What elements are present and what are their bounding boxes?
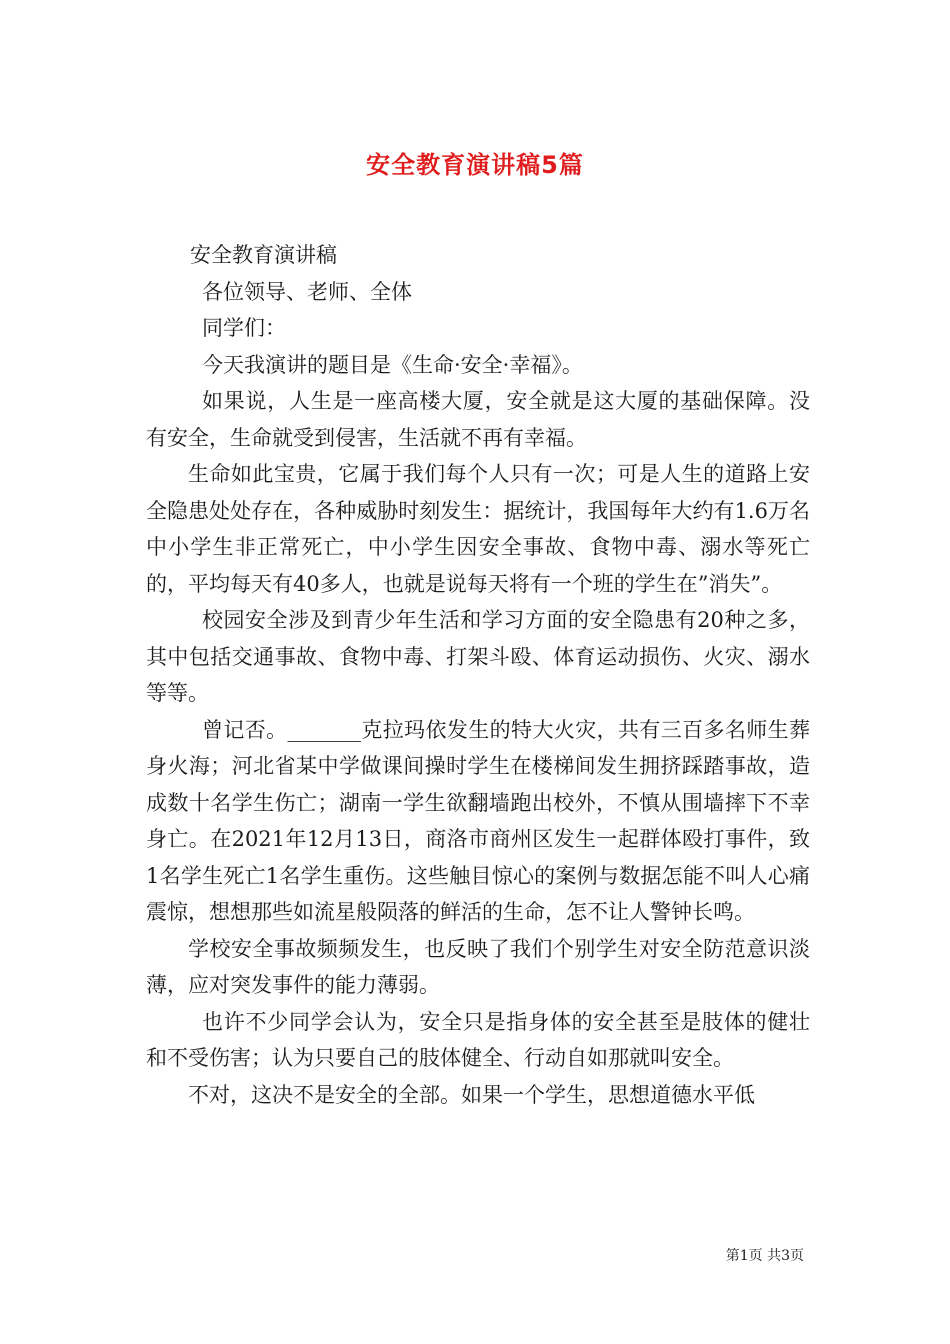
salutation-line-1: 各位领导、老师、全体 xyxy=(202,279,412,304)
page-indicator: 第1页 共3页 xyxy=(725,1248,804,1264)
paragraph-misconception: 也许不少同学会认为，安全只是指身体的安全甚至是肢体的健壮和不受伤害；认为只要自己的肢体健全、行动自如那就叫安全。 xyxy=(146,1009,810,1070)
paragraph-cases: 曾记否。_______克拉玛依发生的特大火灾，共有三百多名师生葬身火海；河北省某中学做课间操时学生在楼梯间发生拥挤踩踏事故，造成数十名学生伤亡；湖南一学生欲翻墙跑出校外，不慎从围墙摔下不幸身亡。在2021年12月13日，商洛市商州区发生一起群体殴打事件，致1名学生死亡1名学生重伤。这些触目惊心的案例与数据怎能不叫人心痛震惊，想想那些如流星般陨落的鲜活的生命，怎不让人警钟长鸣。 xyxy=(146,717,810,924)
speech-heading: 安全教育演讲稿 xyxy=(190,243,337,267)
paragraph-campus-safety: 校园安全涉及到青少年生活和学习方面的安全隐患有20种之多，其中包括交通事故、食物中毒、打架斗殴、体育运动损伤、火灾、溺水等等。 xyxy=(146,608,810,705)
paragraph-topic: 今天我演讲的题目是《生命·安全·幸福》。 xyxy=(202,352,583,377)
document-body xyxy=(146,237,810,1113)
paragraph-rebuttal: 不对，这决不是安全的全部。如果一个学生，思想道德水平低 xyxy=(188,1082,755,1107)
paragraph-statistics: 生命如此宝贵，它属于我们每个人只有一次；可是人生的道路上安全隐患处处存在，各种威胁时刻发生：据统计，我国每年大约有1.6万名中小学生非正常死亡，中小学生因安全事故、食物中毒、溺水等死亡的，平均每天有40多人，也就是说每天将有一个班的学生在”消失”。 xyxy=(146,462,810,596)
paragraph-intro: 如果说，人生是一座高楼大厦，安全就是这大厦的基础保障。没有安全，生命就受到侵害，生活就不再有幸福。 xyxy=(146,389,810,450)
paragraph-awareness: 学校安全事故频频发生，也反映了我们个别学生对安全防范意识淡薄，应对突发事件的能力薄弱。 xyxy=(146,936,810,997)
salutation-line-2: 同学们： xyxy=(202,316,286,340)
document-title: 安全教育演讲稿5篇 xyxy=(366,151,584,180)
